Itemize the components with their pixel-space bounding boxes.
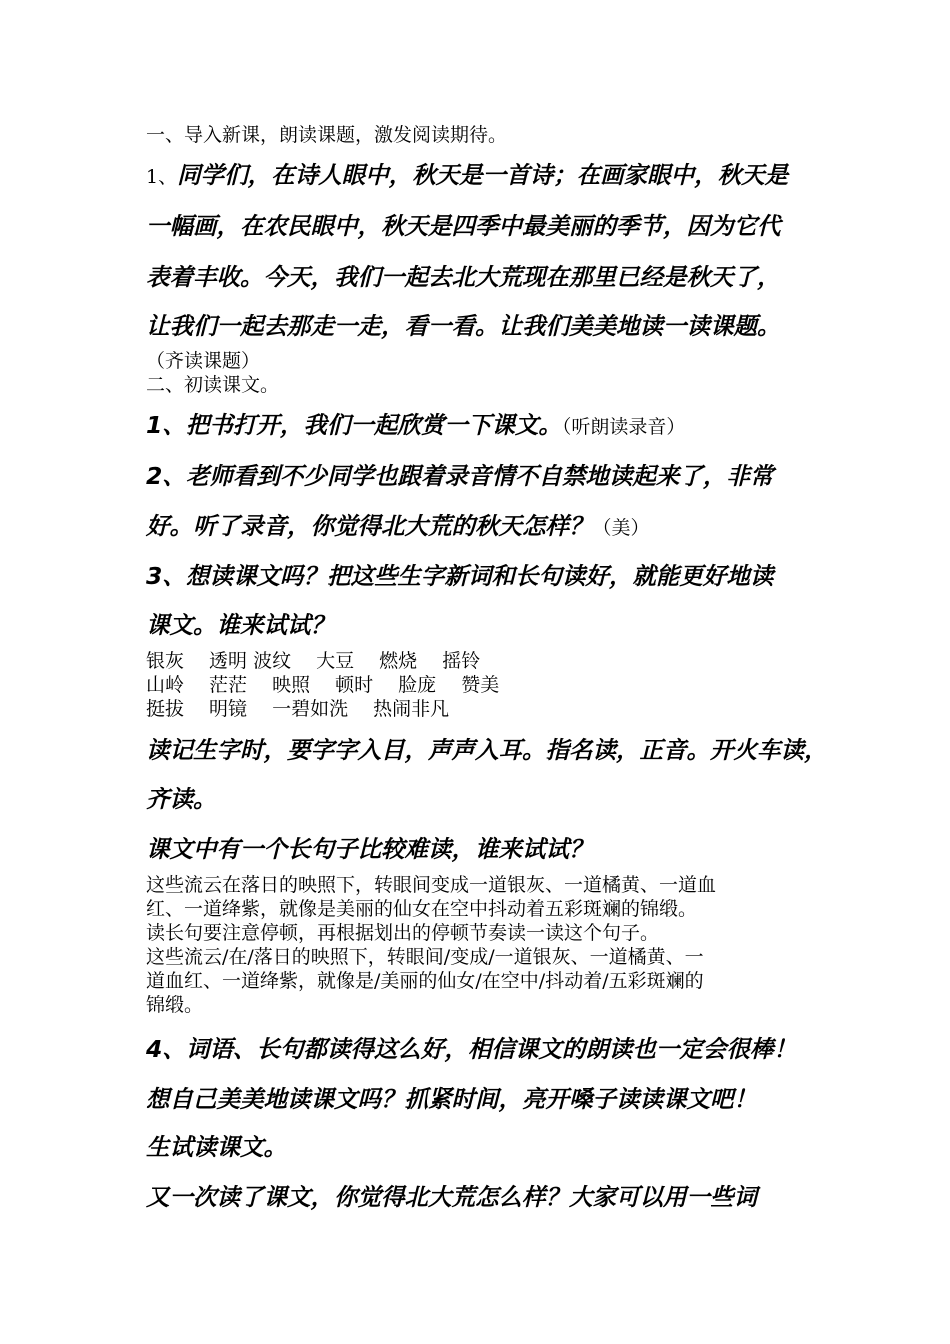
sentence-line-2: 红、一道绛紫，就像是美丽的仙女在空中抖动着五彩斑斓的锦缎。 [146,898,698,920]
section1-item1-line1 [146,160,788,192]
section2-item4-line3: 生试读课文。 [146,1133,287,1161]
section2-item4-line1: 4、词语、长句都读得这么好，相信课文的朗读也一定会很棒！ [146,1035,797,1063]
sentence-line-1: 这些流云在落日的映照下，转眼间变成一道银灰、一道橘黄、一道血 [146,874,717,896]
vocab-row-3: 挺拔 明镜 一碧如洗 热闹非凡 [146,698,450,720]
section1-item1-line3: 表着丰收。今天，我们一起去北大荒现在那里已经是秋天了， [146,263,781,291]
item-note: （听朗读录音） [561,416,686,438]
section1-note: （齐读课题） [146,350,261,372]
section2-heading: 二、初读课文。 [146,374,280,396]
section2-item3-line1: 3、想读课文吗？把这些生字新词和长句读好，就能更好地读 [146,562,774,590]
section1-item1-line2: 一幅画，在农民眼中，秋天是四季中最美丽的季节，因为它代 [146,212,781,240]
section2-item4-line2: 想自己美美地读课文吗？抓紧时间，亮开嗓子读读课文吧！ [146,1085,757,1113]
reading-tip-line1: 读记生字时，要字字入目，声声入耳。指名读，正音。开火车读， [146,736,828,764]
item-note: （美） [592,517,650,539]
section2-item2-line1: 2、老师看到不少同学也跟着录音情不自禁地读起来了，非常 [146,462,774,490]
sentence-line-5: 道血红、一道绛紫，就像是/美丽的仙女/在空中/抖动着/五彩斑斓的 [146,970,704,992]
section2-item1 [146,410,685,442]
section2-item3-line2: 课文。谁来试试？ [146,611,334,639]
item-text: 好。听了录音，你觉得北大荒的秋天怎样？ [146,512,593,540]
section1-item1-line4: 让我们一起去那走一走，看一看。让我们美美地读一读课题。 [146,312,781,340]
section2-item2-line2 [146,511,650,543]
item-number: 1、 [146,166,178,188]
vocab-row-1: 银灰 透明 波纹 大豆 燃烧 摇铃 [146,650,481,672]
document-page [146,0,836,1344]
item-text: 1、把书打开，我们一起欣赏一下课文。 [146,411,562,439]
section2-item4-line4: 又一次读了课文，你觉得北大荒怎么样？大家可以用一些词 [146,1183,757,1211]
section1-heading: 一、导入新课，朗读课题，激发阅读期待。 [146,124,508,146]
item-text: 同学们，在诗人眼中，秋天是一首诗；在画家眼中，秋天是 [177,161,789,189]
sentence-line-3: 读长句要注意停顿，再根据划出的停顿节奏读一读这个句子。 [146,922,660,944]
sentence-line-4: 这些流云/在/落日的映照下，转眼间/变成/一道银灰、一道橘黄、一 [146,946,704,968]
vocab-row-2: 山岭 茫茫 映照 顿时 脸庞 赞美 [146,674,500,696]
reading-tip-line2: 齐读。 [146,785,217,813]
sentence-line-6: 锦缎。 [146,994,204,1016]
long-sentence-prompt: 课文中有一个长句子比较难读，谁来试试？ [146,835,593,863]
